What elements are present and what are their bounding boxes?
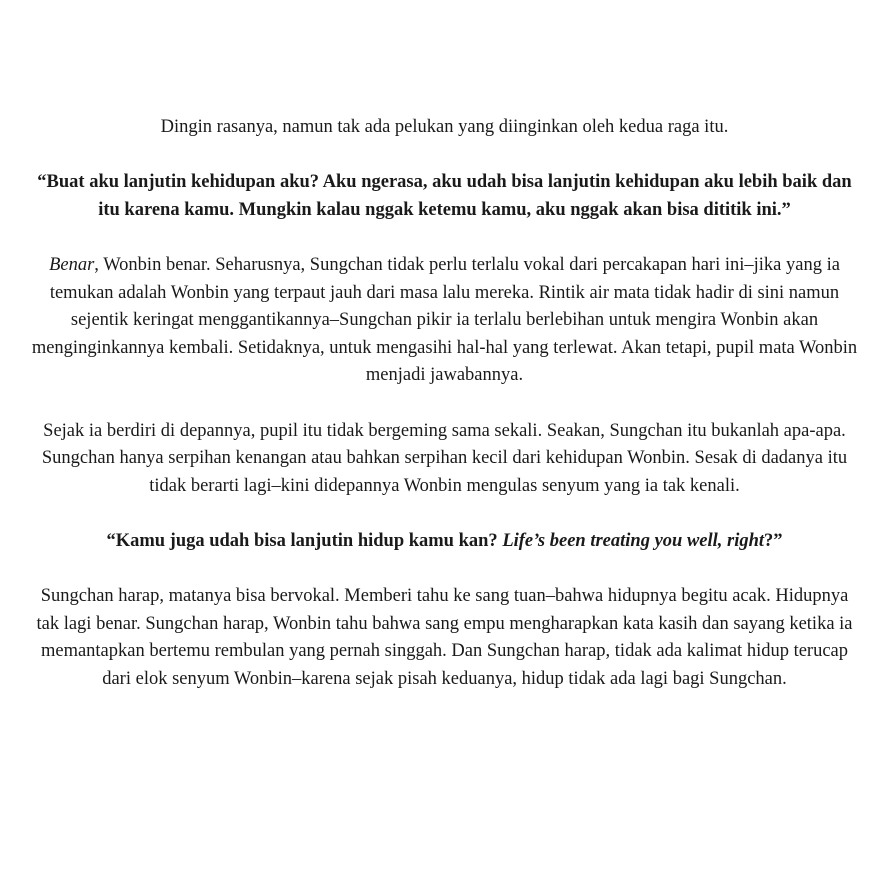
emphasis-benar: Benar: [49, 254, 95, 275]
paragraph-3: [30, 252, 859, 390]
dialogue-question-end: ?”: [764, 530, 783, 551]
paragraph-1: Dingin rasanya, namun tak ada pelukan yang diinginkan oleh kedua raga itu.: [160, 117, 729, 137]
dialogue-question-start: “Kamu juga udah bisa lanjutin hidup kamu kan?: [106, 530, 503, 551]
story-text: [30, 114, 859, 693]
paragraph-3-text: , Wonbin benar. Seharusnya, Sungchan tidak perlu terlalu vokal dari percakapan hari ini–jika yang ia temukan adalah Wonbin yang terpaut jauh dari masa lalu mereka. Rintik air mata tidak hadir di sini namun sejentik keringat menggantikannya–Sungchan pikir ia terlalu berlebihan untuk mengira Wonbin akan menginginkannya kembali. Setidaknya, untuk mengasihi hal-hal yang terlewat. Akan tetapi, pupil mata Wonbin menjadi jawabannya.: [31, 254, 858, 386]
paragraph-6: Sungchan harap, matanya bisa bervokal. Memberi tahu ke sang tuan–bahwa hidupnya begitu acak. Hidupnya tak lagi benar. Sungchan harap, Wonbin tahu bahwa sang empu mengharapkan kata kasih dan sayang ketika ia memantapkan bertemu rembulan yang pernah singgah. Dan Sungchan harap, tidak ada kalimat hidup terucap dari elok senyum Wonbin–karena sejak pisah keduanya, hidup tidak ada lagi bagi Sungchan.: [36, 586, 853, 689]
paragraph-4: Sejak ia berdiri di depannya, pupil itu tidak bergeming sama sekali. Seakan, Sungchan itu bukanlah apa-apa. Sungchan hanya serpihan kenangan atau bahkan serpihan kecil dari kehidupan Wonbin. Sesak di dadanya itu tidak berarti lagi–kini didepannya Wonbin mengulas senyum yang ia tak kenali.: [41, 420, 848, 496]
dialogue-wonbin: “Buat aku lanjutin kehidupan aku? Aku ngerasa, aku udah bisa lanjutin kehidupan aku lebih baik dan itu karena kamu. Mungkin kalau nggak ketemu kamu, aku nggak akan bisa dititik ini.”: [37, 172, 852, 220]
dialogue-question-english: Life’s been treating you well, right: [502, 530, 765, 551]
dialogue-question: [30, 528, 859, 556]
